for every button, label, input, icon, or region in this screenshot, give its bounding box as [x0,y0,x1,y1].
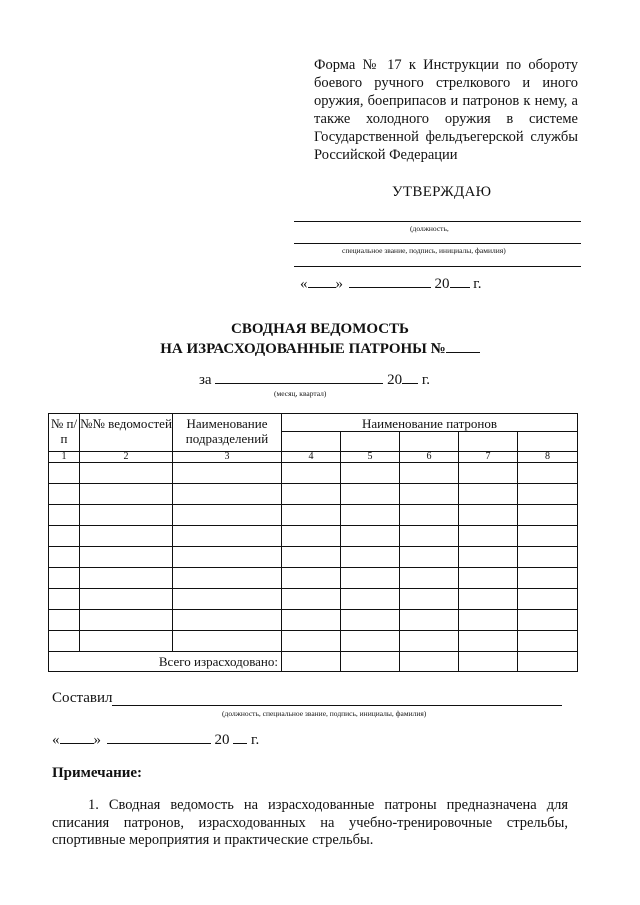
table-cell[interactable] [459,463,518,484]
table-cell[interactable] [341,547,400,568]
note-body [52,797,568,850]
document-title-line2: НА ИЗРАСХОДОВАННЫЕ ПАТРОНЫ № [0,339,640,359]
table-cell[interactable] [173,463,282,484]
table-cell[interactable] [459,484,518,505]
table-cell[interactable] [341,505,400,526]
period-prefix: за [199,372,212,388]
form-reference-note [314,56,578,164]
table-cell[interactable] [282,589,341,610]
table-cell[interactable] [459,631,518,652]
period-year-suffix: г. [421,372,431,388]
table-cell[interactable] [518,610,578,631]
form-reference-line: боевого ручного стрелкового и иного [314,75,578,91]
table-row [49,505,578,526]
table-row [49,547,578,568]
cartridge-col-7[interactable] [459,432,518,452]
total-cell[interactable] [282,652,341,672]
year-suffix: г. [251,732,260,748]
table-cell[interactable] [282,568,341,589]
cartridge-col-5[interactable] [341,432,400,452]
column-number: 6 [400,452,459,463]
table-cell[interactable] [341,568,400,589]
column-number: 1 [49,452,80,463]
note-line: спортивные мероприятия и практические стрельбы. [52,832,374,848]
table-cell[interactable] [282,505,341,526]
table-row [49,568,578,589]
date-open-quote: « [300,276,308,292]
compiler-signature-line[interactable] [112,705,562,706]
table-cell[interactable] [49,505,80,526]
column-number: 5 [341,452,400,463]
column-number: 7 [459,452,518,463]
table-cell[interactable] [80,568,173,589]
table-row [49,484,578,505]
column-number: 3 [173,452,282,463]
year-prefix: 20 [214,732,230,748]
table-cell[interactable] [173,484,282,505]
table-cell[interactable] [173,610,282,631]
approval-extra-line [294,266,581,267]
total-label: Всего израсходовано: [49,652,282,672]
table-cell[interactable] [282,631,341,652]
col-header-statements: №№ ведомостей [80,414,173,452]
table-cell[interactable] [282,463,341,484]
column-numbers-row [49,452,578,463]
table-cell[interactable] [282,610,341,631]
table-cell[interactable] [49,463,80,484]
table-row [49,589,578,610]
table-cell[interactable] [341,484,400,505]
total-cell[interactable] [518,652,578,672]
period-blank [215,371,383,384]
period-hint: (месяц, квартал) [274,389,327,398]
table-cell[interactable] [80,610,173,631]
table-cell[interactable] [49,589,80,610]
period-year-blank [402,371,418,384]
document-title [0,320,640,359]
column-number: 2 [80,452,173,463]
form-reference-line: Форма № 17 к Инструкции по обороту [314,57,578,73]
table-cell[interactable] [80,526,173,547]
table-cell[interactable] [341,610,400,631]
table-cell[interactable] [49,547,80,568]
table-cell[interactable] [282,526,341,547]
table-cell[interactable] [282,547,341,568]
total-cell[interactable] [400,652,459,672]
table-cell[interactable] [341,631,400,652]
column-number: 4 [282,452,341,463]
day-blank [60,731,94,744]
col-header-units: Наименование подразделений [173,414,282,452]
document-title-line1: СВОДНАЯ ВЕДОМОСТЬ [231,321,409,337]
table-row [49,610,578,631]
period-row [199,371,430,389]
approval-title: УТВЕРЖДАЮ [392,184,492,200]
table-row [49,526,578,547]
total-row [49,652,578,672]
table-cell[interactable] [80,547,173,568]
table-cell[interactable] [459,568,518,589]
year-prefix: 20 [434,276,450,292]
form-reference-line: Российской Федерации [314,147,458,163]
table-cell[interactable] [173,526,282,547]
table-cell[interactable] [400,505,459,526]
table-cell[interactable] [282,484,341,505]
approval-position-line [294,221,581,222]
table-cell[interactable] [400,568,459,589]
approval-details-hint: специальное звание, подпись, инициалы, фамилия) [342,246,506,255]
column-number: 8 [518,452,578,463]
month-blank [349,275,431,288]
table-cell[interactable] [400,547,459,568]
table-cell[interactable] [459,526,518,547]
table-cell[interactable] [518,463,578,484]
table-cell[interactable] [49,631,80,652]
period-year-prefix: 20 [387,372,403,388]
table-cell[interactable] [80,631,173,652]
total-cell[interactable] [459,652,518,672]
table-cell[interactable] [341,589,400,610]
table-cell[interactable] [518,547,578,568]
table-cell[interactable] [49,484,80,505]
note-title: Примечание: [52,765,143,781]
compiler-hint: (должность, специальное звание, подпись, инициалы, фамилия) [222,709,427,718]
table-cell[interactable] [518,568,578,589]
table-cell[interactable] [518,505,578,526]
document-number-blank [446,339,480,353]
table-cell[interactable] [341,526,400,547]
note-line: 1. Сводная ведомость на израсходованные патроны предназначена для [88,797,568,813]
table-cell[interactable] [173,631,282,652]
table-cell[interactable] [80,589,173,610]
table-cell[interactable] [518,631,578,652]
table-cell[interactable] [518,589,578,610]
cartridge-col-8[interactable] [518,432,578,452]
table-cell[interactable] [459,589,518,610]
table-cell[interactable] [173,589,282,610]
table-cell[interactable] [173,547,282,568]
col-header-num: № п/п [49,414,80,452]
table-row [49,463,578,484]
form-reference-line: также холодного оружия в системе [314,111,578,127]
year-blank [450,275,470,288]
day-blank [308,275,336,288]
form-reference-line: Государственной фельдъегерской службы [314,129,578,145]
table-row [49,631,578,652]
table-cell[interactable] [400,463,459,484]
date-close-quote: » [335,276,343,292]
note-line: списания патронов, израсходованных на учебно-тренировочные стрельбы, [52,814,568,831]
table-cell[interactable] [173,568,282,589]
table-cell[interactable] [80,484,173,505]
cartridge-col-4[interactable] [282,432,341,452]
table-cell[interactable] [518,526,578,547]
table-cell[interactable] [49,610,80,631]
table-cell[interactable] [400,526,459,547]
table-cell[interactable] [80,463,173,484]
table-cell[interactable] [400,610,459,631]
compiler-date-row [52,731,259,749]
cartridge-col-6[interactable] [400,432,459,452]
table-cell[interactable] [49,568,80,589]
approval-date-row [300,275,481,293]
year-blank [233,731,247,744]
table-cell[interactable] [400,589,459,610]
form-reference-line: оружия, боеприпасов и патронов к нему, а [314,93,578,109]
date-close-quote: » [93,732,101,748]
table-cell[interactable] [518,484,578,505]
approval-details-line [294,243,581,244]
table-cell[interactable] [341,463,400,484]
cartridges-table [48,413,578,672]
year-suffix: г. [473,276,482,292]
table-cell[interactable] [400,484,459,505]
table-cell[interactable] [49,526,80,547]
total-cell[interactable] [341,652,400,672]
compiler-label: Составил [52,690,113,706]
table-cell[interactable] [459,505,518,526]
approval-position-hint: (должность, [410,224,449,233]
col-header-cartridges: Наименование патронов [282,414,578,432]
table-cell[interactable] [459,610,518,631]
table-cell[interactable] [400,631,459,652]
table-cell[interactable] [80,505,173,526]
month-blank [107,731,211,744]
date-open-quote: « [52,732,60,748]
table-cell[interactable] [459,547,518,568]
table-cell[interactable] [173,505,282,526]
